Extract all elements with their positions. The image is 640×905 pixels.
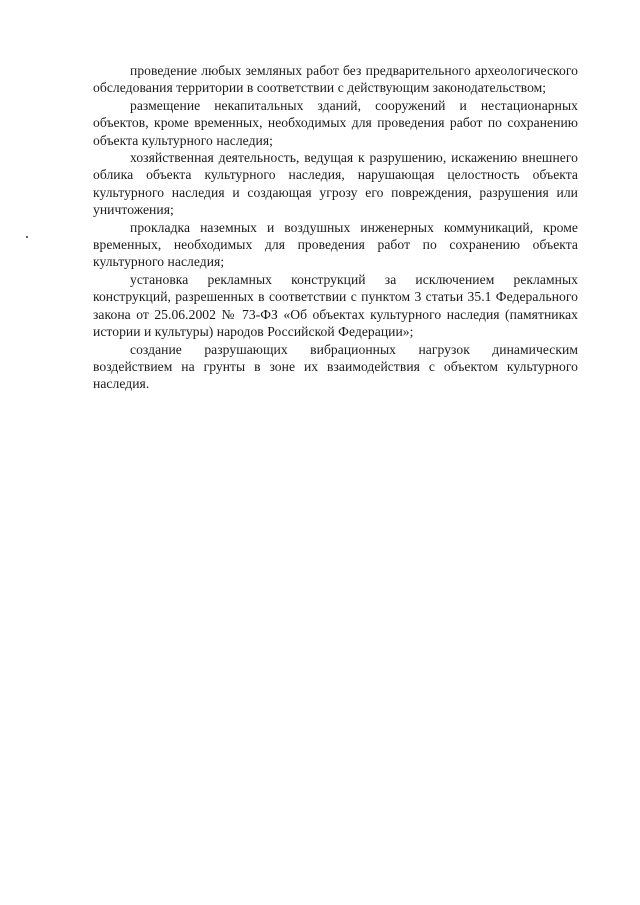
scan-mark (26, 236, 28, 238)
paragraph-temporary-buildings: размещение некапитальных зданий, сооружений и нестационарных объектов, кроме временных, необходимых для проведения работ по сохранению объекта культурного наследия; (93, 97, 578, 148)
paragraph-utilities: прокладка наземных и воздушных инженерных коммуникаций, кроме временных, необходимых для проведения работ по сохранению объекта культурного наследия; (93, 219, 578, 270)
paragraph-earthworks: проведение любых земляных работ без предварительного археологического обследования территории в соответствии с действующим законодательством; (93, 63, 578, 96)
paragraph-vibration-loads: создание разрушающих вибрационных нагрузок динамическим воздействием на грунты в зоне их взаимодействия с объектом культурного наследия. (93, 341, 578, 392)
paragraph-advertising: установка рекламных конструкций за исключением рекламных конструкций, разрешенных в соответствии с пунктом 3 статьи 35.1 Федерального закона от 25.06.2002 № 73-ФЗ «Об объектах культурного наследия (памятниках истории и культуры) народов Российской Федерации»; (93, 271, 578, 340)
document-body (93, 62, 578, 393)
paragraph-economic-activity: хозяйственная деятельность, ведущая к разрушению, искажению внешнего облика объекта культурного наследия, нарушающая целостность объекта культурного наследия и создающая угрозу его повреждения, разрушения или уничтожения; (93, 150, 578, 218)
